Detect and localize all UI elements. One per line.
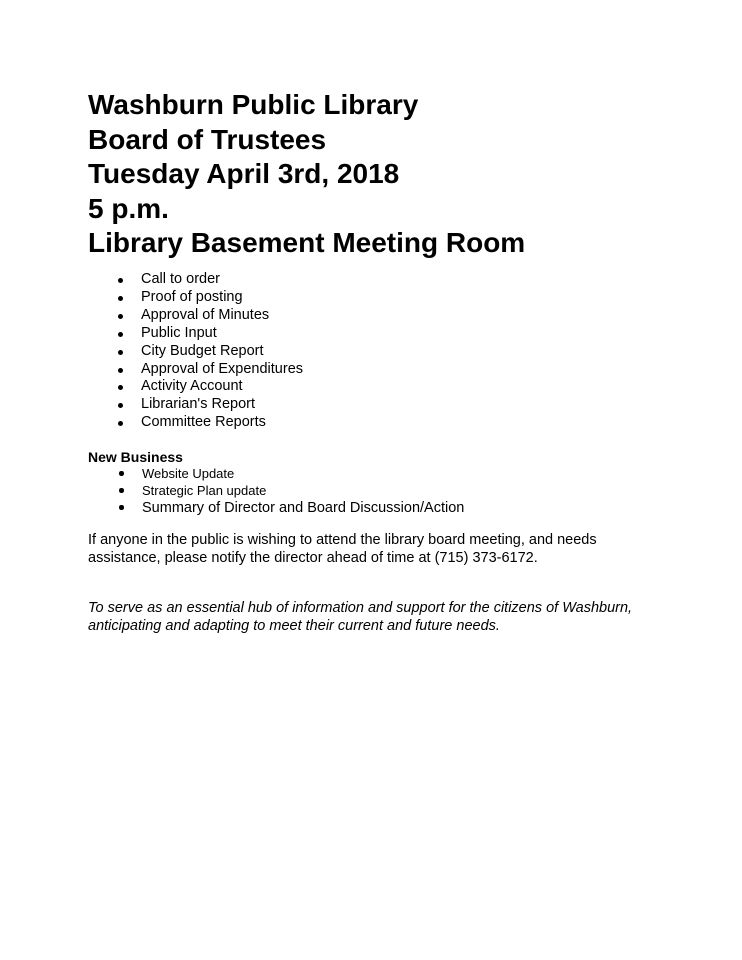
agenda-item: Approval of Minutes [88,307,303,325]
agenda-item: Activity Account [88,378,303,396]
accessibility-notice: If anyone in the public is wishing to attend the library board meeting, and needs assistance, please notify the director ahead of time at (715) 373-6172. [88,532,597,566]
heading-location: Library Basement Meeting Room [88,227,526,258]
heading-library-name: Washburn Public Library [88,89,419,120]
agenda-item: City Budget Report [88,343,303,361]
heading-date: Tuesday April 3rd, 2018 [88,158,400,189]
heading-board: Board of Trustees [88,123,327,155]
agenda-item: Committee Reports [88,414,303,432]
agenda-item: Public Input [88,325,303,343]
new-business-item: Summary of Director and Board Discussion/Action [88,499,464,517]
agenda-item: Call to order [88,271,303,289]
agenda-item: Approval of Expenditures [88,361,303,379]
new-business-list [88,465,464,517]
mission-statement: To serve as an essential hub of information and support for the citizens of Washburn, anticipating and adapting to meet their current and future needs. [88,600,633,634]
document-heading [88,88,525,261]
agenda-item: Proof of posting [88,289,303,307]
new-business-item: Strategic Plan update [88,482,464,499]
new-business-title: New Business [88,449,183,465]
heading-time: 5 p.m. [88,192,169,224]
agenda-item: Librarian's Report [88,396,303,414]
new-business-item: Website Update [88,465,464,482]
agenda-list [88,271,303,432]
